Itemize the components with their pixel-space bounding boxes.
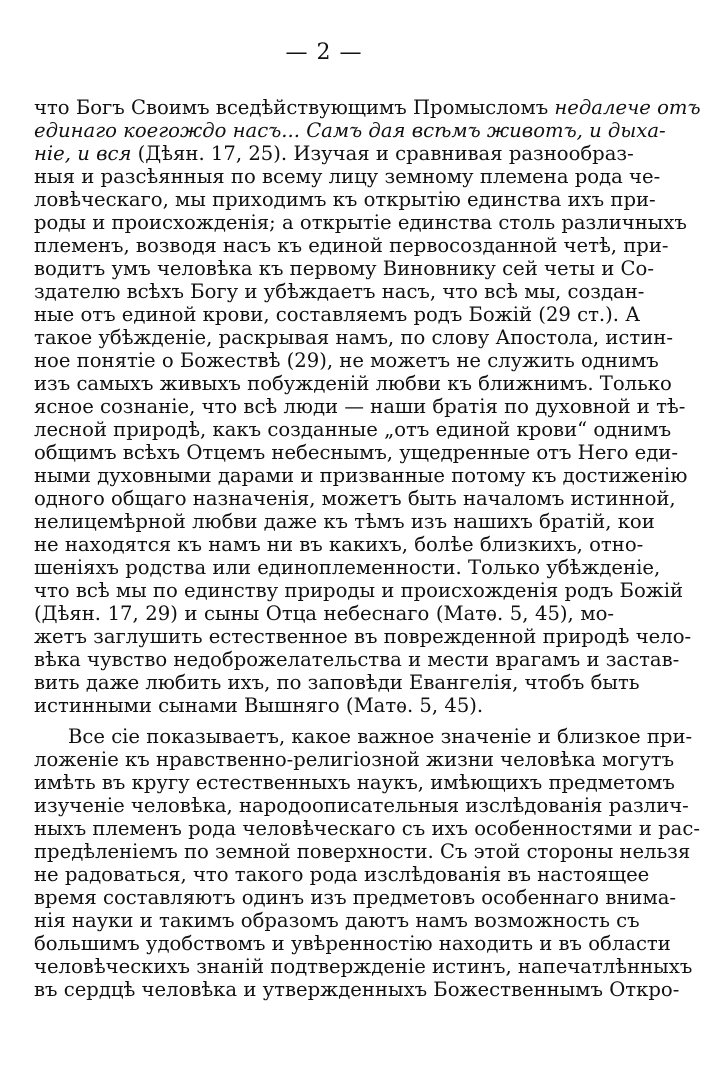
text-segment: шеніяхъ родства или единоплеменности. Только убѣжденіе, [34,556,661,579]
text-line [34,165,661,188]
text-segment: лесной природѣ, какъ созданные „отъ единой крови“ однимъ [34,418,672,441]
text-line [34,625,692,648]
text-segment: предѣленіемъ по земной поверхности. Съ этой стороны нельзя [34,840,691,863]
text-segment: большимъ удобствомъ и увѣренностію находить и въ области [34,932,671,955]
text-line [34,257,654,280]
text-segment: ясное сознаніе, что всѣ люди — наши братія по духовной и тѣ- [34,395,686,418]
text-segment: (Дѣян. 17, 25). Изучая и сравнивая разнообраз- [131,142,634,165]
text-line [34,533,644,556]
text-segment: ное понятіе о Божествѣ (29), не можетъ не служить однимъ [34,349,659,372]
italic-quote-text: единаго коегождо насъ... Самъ дая всѣмъ животъ, и дыха- [34,119,666,142]
text-line [34,978,680,1001]
text-line [34,464,688,487]
text-line [34,817,700,840]
text-line [34,188,656,211]
page-number: — 2 — [285,40,363,65]
text-body [34,96,701,1001]
book-page [34,40,701,1001]
text-line [34,96,701,119]
text-line [34,694,614,717]
text-segment: ными духовными дарами и призванные потому къ достиженію [34,464,688,487]
text-line [34,487,676,510]
text-segment: что Богъ Своимъ вседѣйствующимъ Промысломъ [34,96,555,119]
text-segment: племенъ, возводя насъ къ единой первосозданной четѣ, при- [34,234,669,257]
text-segment: водитъ умъ человѣка къ первому Виновнику сей четы и Со- [34,257,654,280]
text-segment: ныхъ племенъ рода человѣческаго съ ихъ особенностями и рас- [34,817,700,840]
text-segment: изъ самыхъ живыхъ побужденій любви къ ближнимъ. Только [34,372,672,395]
text-segment: ныя и разсѣянныя по всему лицу земному племена рода че- [34,165,661,188]
text-segment: ные отъ единой крови, составляемъ родъ Божій (29 ст.). А [34,303,641,326]
text-line [34,280,645,303]
text-line [34,909,640,932]
text-segment: что всѣ мы по единству природы и происхожденія родъ Божій [34,579,684,602]
text-line [34,771,675,794]
text-segment: нія науки и такимъ образомъ даютъ намъ возможность съ [34,909,640,932]
text-line [34,886,677,909]
text-segment: изученіе человѣка, народоописательныя изслѣдованія различ- [34,794,689,817]
text-line [34,671,640,694]
text-segment: нелицемѣрной любви даже къ тѣмъ изъ нашихъ братій, кои [34,510,655,533]
text-segment: вѣка чувство недоброжелательства и мести врагамъ и застав- [34,648,680,671]
text-line [34,932,671,955]
text-line [34,119,666,142]
text-line [34,794,689,817]
text-segment: въ сердцѣ человѣка и утвержденныхъ Божественнымъ Откро- [34,978,680,1001]
text-line [34,579,684,602]
text-line [34,725,693,748]
text-line [34,234,669,257]
text-segment: одного общаго назначенія, можетъ быть началомъ истинной, [34,487,676,510]
text-segment: не радоваться, что такого рода изслѣдованія въ настоящее [34,863,650,886]
text-segment: время составляютъ одинъ изъ предметовъ особеннаго внима- [34,886,677,909]
text-segment: имѣть въ кругу естественныхъ наукъ, имѣющихъ предметомъ [34,771,675,794]
text-segment: не находятся къ намъ ни въ какихъ, болѣе близкихъ, отно- [34,533,644,556]
text-segment: такое убѣжденіе, раскрывая намъ, по слову Апостола, истин- [34,326,673,349]
text-line [34,556,661,579]
text-segment: Все сіе показываетъ, какое важное значеніе и близкое при- [68,725,693,748]
text-segment: вить даже любить ихъ, по заповѣди Евангелія, чтобъ быть [34,671,640,694]
text-line [34,418,672,441]
text-segment: общимъ всѣхъ Отцемъ небеснымъ, ущедренные отъ Него еди- [34,441,678,464]
text-line [34,372,672,395]
text-line [34,602,614,625]
text-line [34,142,634,165]
text-segment: (Дѣян. 17, 29) и сыны Отца небеснаго (Матѳ. 5, 45), мо- [34,602,614,625]
text-line [34,840,691,863]
text-segment: здателю всѣхъ Богу и убѣждаетъ насъ, что всѣ мы, создан- [34,280,645,303]
italic-quote-text: ніе, и вся [34,142,132,165]
text-line [34,349,659,372]
text-line [34,441,678,464]
italic-quote-text: недалече отъ [554,96,701,119]
text-line [34,395,686,418]
text-line [34,211,687,234]
text-line [34,303,641,326]
text-segment: человѣческихъ знаній подтвержденіе истинъ, напечатлѣнныхъ [34,955,693,978]
text-line [34,863,650,886]
text-line [34,648,680,671]
text-segment: жетъ заглушить естественное въ поврежденной природѣ чело- [34,625,692,648]
paragraph [34,96,701,717]
text-segment: истинными сынами Вышняго (Матѳ. 5, 45). [34,694,484,717]
text-segment: ловѣческаго, мы приходимъ къ открытію единства ихъ при- [34,188,656,211]
text-segment: ложеніе къ нравственно-религіозной жизни человѣка могутъ [34,748,675,771]
text-line [34,748,675,771]
text-line [34,510,655,533]
text-line [34,955,693,978]
text-line [34,326,673,349]
paragraph [34,725,700,1001]
text-segment: роды и происхожденія; а открытіе единства столь различныхъ [34,211,687,234]
